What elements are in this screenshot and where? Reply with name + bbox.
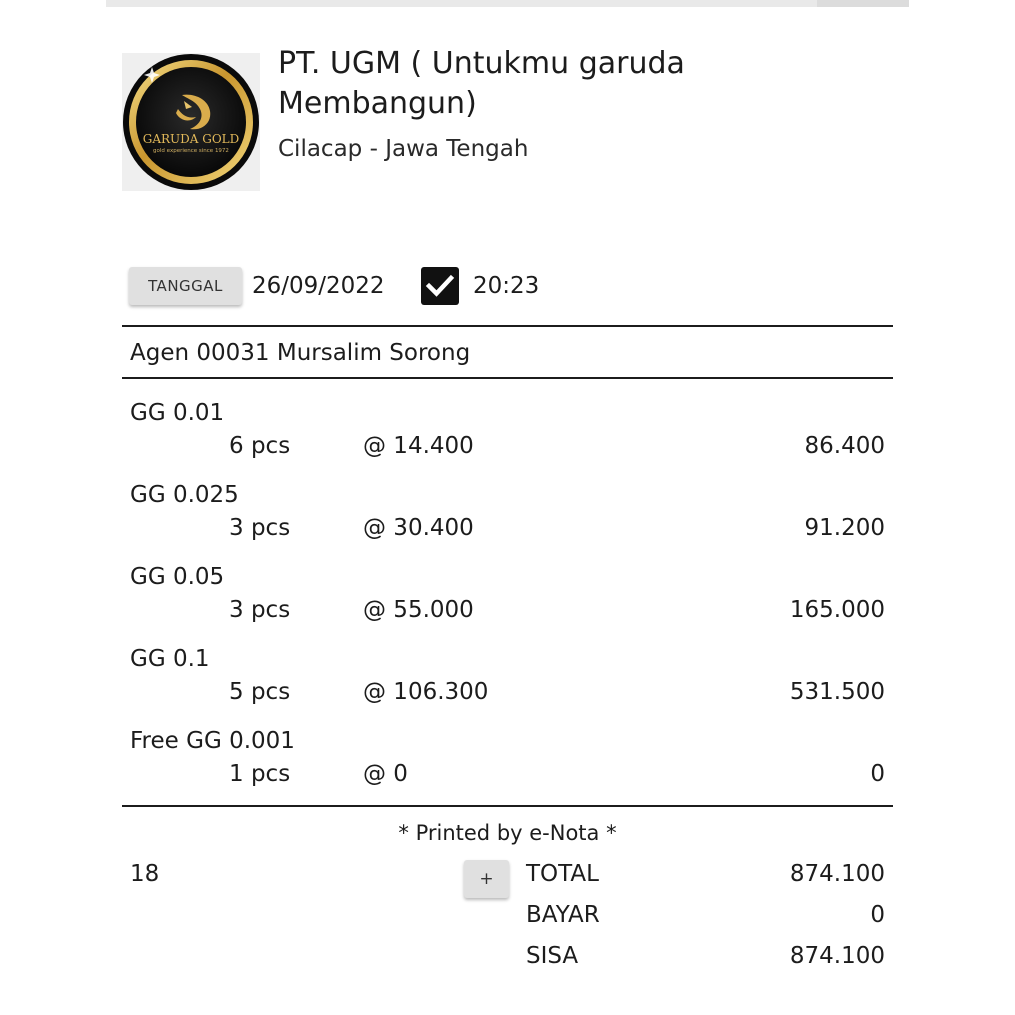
item-qty: 1 pcs: [229, 761, 291, 787]
company-logo: [122, 53, 260, 191]
printed-by-footer: * Printed by e-Nota *: [398, 821, 617, 845]
item-qty: 5 pcs: [229, 679, 291, 705]
svg-text:GARUDA GOLD: GARUDA GOLD: [142, 132, 240, 146]
time-value: 20:23: [473, 273, 540, 299]
divider-top: [122, 325, 893, 327]
item-name: GG 0.01: [130, 400, 225, 426]
company-city: Cilacap - Jawa Tengah: [278, 136, 529, 162]
line-item: [122, 725, 893, 795]
item-total: 0: [870, 761, 885, 787]
item-qty: 3 pcs: [229, 597, 291, 623]
line-item: [122, 643, 893, 713]
top-toolbar-strip: [106, 0, 909, 7]
item-price: @ 55.000: [363, 597, 474, 623]
total-label: TOTAL: [526, 861, 599, 887]
item-price: @ 0: [363, 761, 408, 787]
date-picker-button[interactable]: TANGGAL: [129, 267, 242, 305]
top-toolbar-button[interactable]: [817, 0, 909, 7]
item-total: 165.000: [789, 597, 885, 623]
item-name: GG 0.025: [130, 482, 239, 508]
sisa-label: SISA: [526, 943, 579, 969]
checkmark-icon: [421, 267, 459, 305]
bayar-value: 0: [870, 902, 885, 928]
line-item: [122, 397, 893, 467]
item-total: 86.400: [804, 433, 885, 459]
item-price: @ 14.400: [363, 433, 474, 459]
item-total: 531.500: [789, 679, 885, 705]
item-price: @ 30.400: [363, 515, 474, 541]
item-qty: 6 pcs: [229, 433, 291, 459]
add-button[interactable]: +: [464, 860, 509, 898]
total-value: 874.100: [789, 861, 885, 887]
item-total: 91.200: [804, 515, 885, 541]
item-price: @ 106.300: [363, 679, 489, 705]
item-name: GG 0.1: [130, 646, 210, 672]
agent-name: Agen 00031 Mursalim Sorong: [130, 340, 471, 366]
line-item: [122, 561, 893, 631]
time-checkbox[interactable]: [421, 267, 459, 305]
date-value: 26/09/2022: [252, 273, 385, 299]
divider-agent: [122, 377, 893, 379]
line-item: [122, 479, 893, 549]
item-name: Free GG 0.001: [130, 728, 295, 754]
sisa-value: 874.100: [789, 943, 885, 969]
garuda-gold-logo-icon: [122, 53, 260, 191]
company-name: PT. UGM ( Untukmu garuda Membangun): [278, 46, 685, 121]
item-name: GG 0.05: [130, 564, 225, 590]
divider-bottom: [122, 805, 893, 807]
item-qty: 3 pcs: [229, 515, 291, 541]
svg-text:gold experience since 1972: gold experience since 1972: [153, 148, 229, 154]
bayar-label: BAYAR: [526, 902, 600, 928]
item-count: 18: [130, 861, 160, 887]
